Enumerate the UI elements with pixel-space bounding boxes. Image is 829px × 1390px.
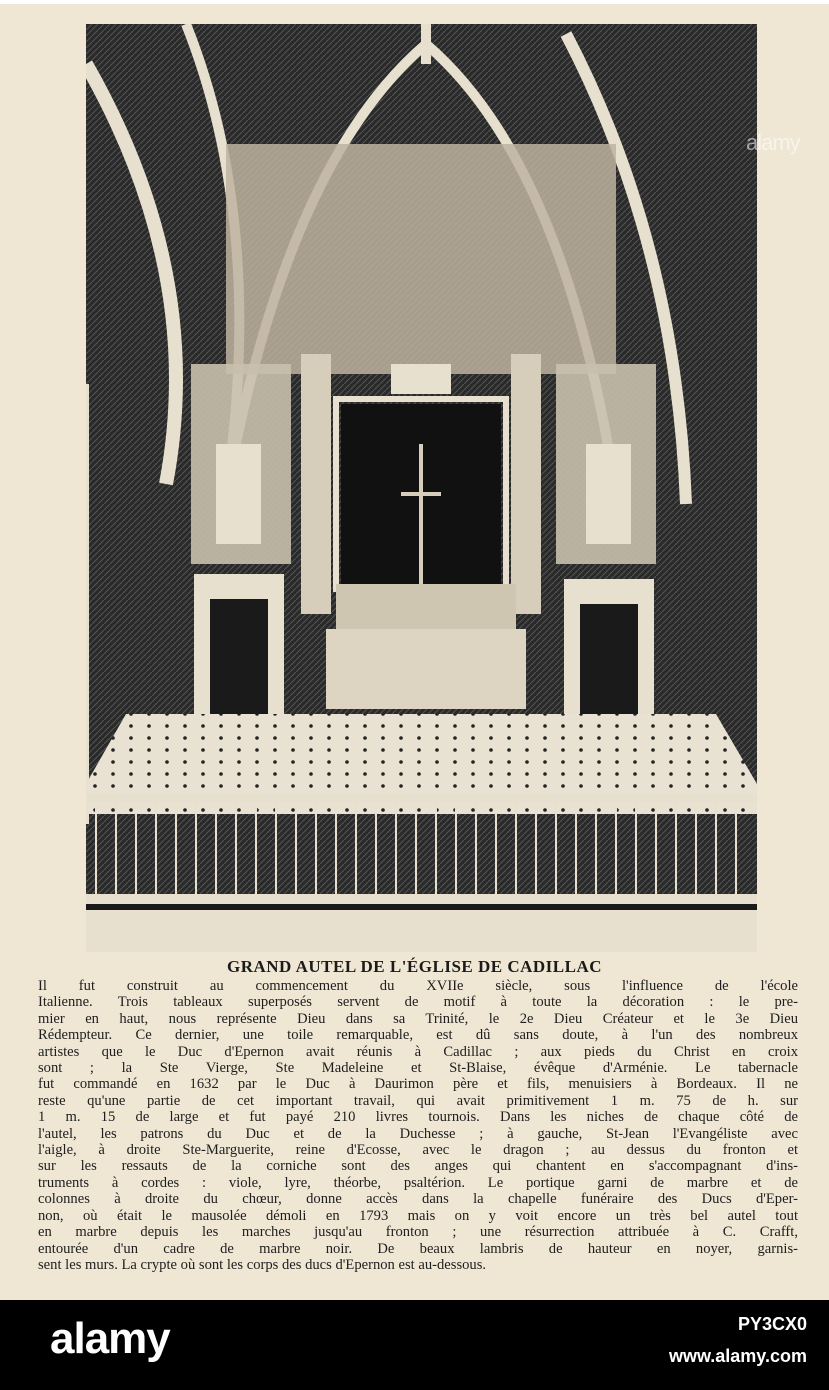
caption-line: Italienne. Trois tableaux superposés servent de motif à toute la décoration : le pre-	[38, 994, 798, 1011]
image-id: PY3CX0	[737, 1314, 807, 1334]
altar-engraving	[86, 24, 800, 952]
caption-line: Rédempteur. Ce dernier, une toile remarquable, est dû sans doute, à l'un des nombreux	[38, 1027, 798, 1044]
alamy-logo[interactable]: alamy	[50, 1314, 170, 1363]
caption-line: Il fut construit au commencement du XVIIe siècle, sous l'influence de l'école	[38, 978, 798, 994]
caption-line: sont ; la Ste Vierge, Ste Madeleine et St-Blaise, évêque d'Arménie. Le tabernacle	[38, 1060, 798, 1077]
caption-line: sur les ressauts de la corniche sont des anges qui chantent en s'accompagnant d'ins-	[38, 1158, 798, 1175]
altar-drawing	[86, 24, 757, 952]
site-url-link[interactable]: www.alamy.com	[668, 1346, 807, 1366]
watermark: alamy	[746, 130, 800, 155]
caption-line: mier en haut, nous représente Dieu dans sa Trinité, le 2e Dieu Créateur et le 3e Dieu	[38, 1010, 798, 1027]
caption-line: fut commandé en 1632 par le Duc à Daurimon père et fils, menuisiers à Bordeaux. Il ne	[38, 1076, 798, 1093]
caption-line: 1 m. 15 de large et fut payé 210 livres tournois. Dans les niches de chaque côté de	[38, 1109, 798, 1126]
caption-line: l'aigle, à droite Ste-Marguerite, reine d'Ecosse, avec le dragon ; au dessus du fronton et	[38, 1142, 798, 1159]
caption-line: l'autel, les patrons du Duc et de la Duchesse ; à gauche, St-Jean l'Evangéliste avec	[38, 1125, 798, 1142]
caption-line: artistes que le Duc d'Epernon avait réunis à Cadillac ; aux pieds du Christ en croix	[38, 1043, 798, 1060]
caption-title: GRAND AUTEL DE L'ÉGLISE DE CADILLAC	[226, 957, 603, 976]
caption-line: reste qu'une partie de cet important travail, qui avait primitivement 1 m. 75 de h. sur	[38, 1092, 798, 1109]
postcard	[0, 4, 829, 1300]
caption-line: non, où était le mausolée démoli en 1793 mais on y voit encore un très bel autel tout	[38, 1207, 798, 1224]
stock-footer	[0, 1300, 829, 1390]
caption-body	[38, 978, 798, 1273]
caption-line: truments à cordes : viole, lyre, théorbe, psaltérion. Le portique garni de marbre et de	[38, 1174, 798, 1191]
caption-line: sent les murs. La crypte où sont les corps des ducs d'Epernon est au-dessous.	[38, 1256, 487, 1273]
caption-line: colonnes à droite du chœur, donne accès dans la chapelle funéraire des Ducs d'Eper-	[38, 1191, 798, 1208]
caption-line: en marbre depuis les marches jusqu'au fronton ; une résurrection attribuée à C. Crafft,	[38, 1224, 798, 1241]
caption-line: entourée d'un cadre de marbre noir. De beaux lambris de hauteur en noyer, garnis-	[38, 1240, 798, 1257]
